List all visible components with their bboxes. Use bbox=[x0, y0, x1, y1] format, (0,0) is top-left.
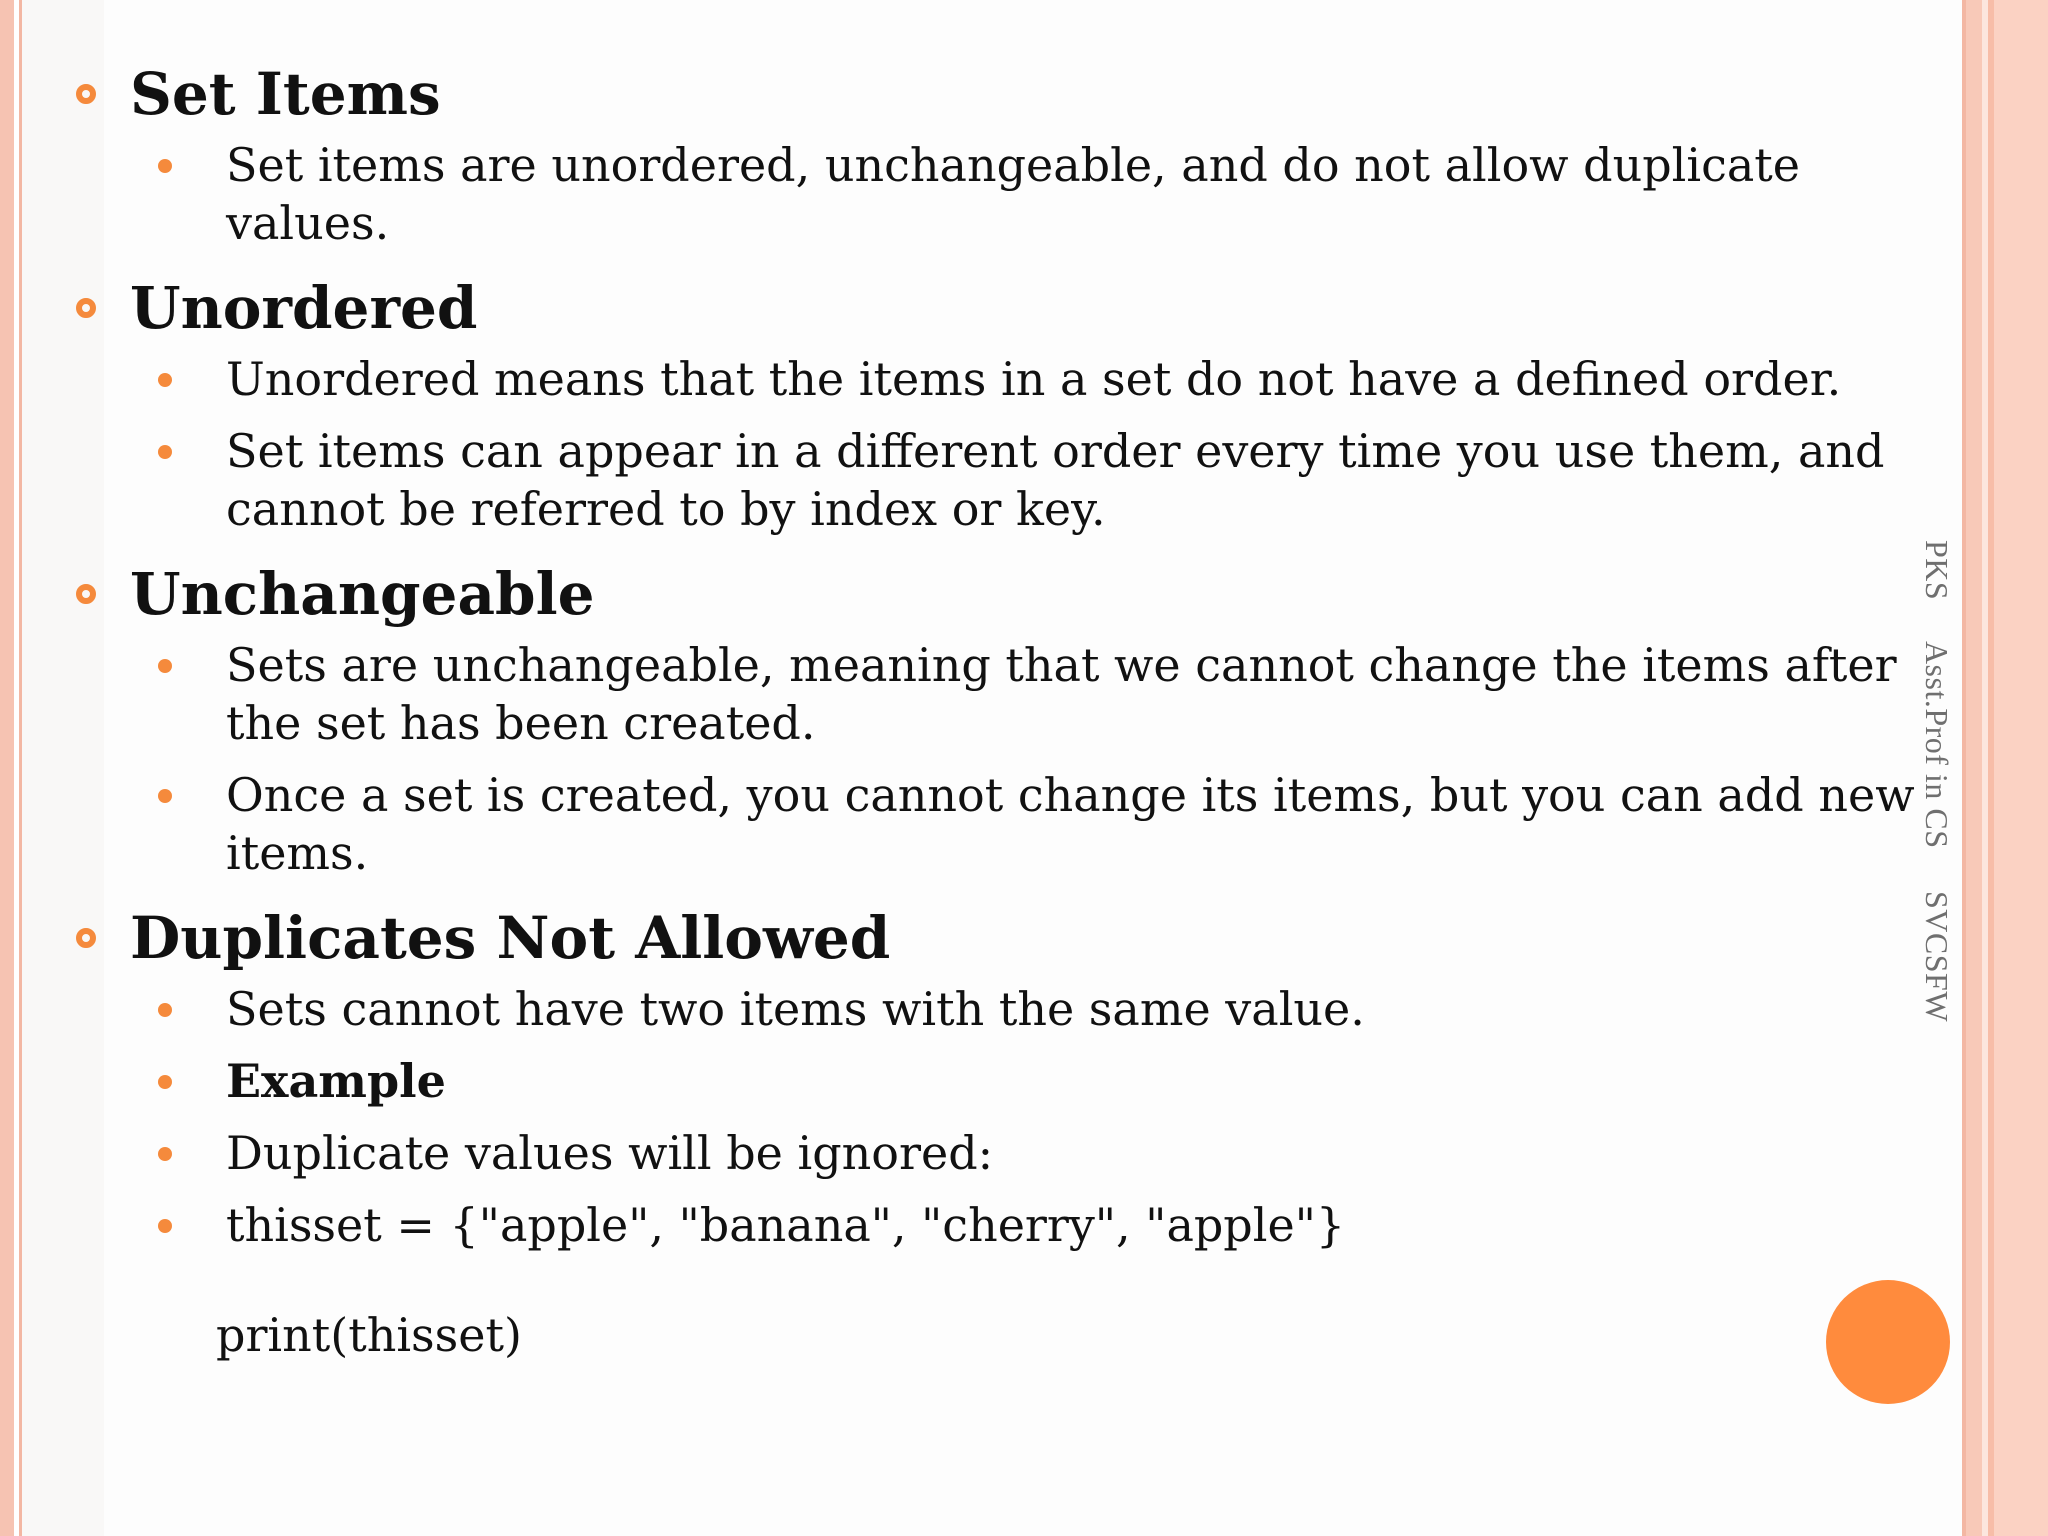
bullet-text: Duplicate values will be ignored: bbox=[226, 1126, 994, 1180]
dot-bullet-icon bbox=[158, 373, 172, 387]
bullet-text: Set items can appear in a different order every time you use them, and cannot be referred to by index or key. bbox=[226, 424, 1885, 536]
code-line-print: print(thisset) bbox=[216, 1308, 522, 1362]
dot-bullet-icon bbox=[158, 445, 172, 459]
bullet-item bbox=[158, 980, 1950, 1038]
dot-bullet-icon bbox=[158, 1075, 172, 1089]
bullet-item bbox=[158, 766, 1950, 882]
bullet-text-example: Example bbox=[226, 1054, 446, 1108]
bullet-text: Once a set is created, you cannot change its items, but you can add new items. bbox=[226, 768, 1915, 880]
heading-row bbox=[70, 896, 1950, 980]
heading-row bbox=[70, 266, 1950, 350]
bullet-item bbox=[158, 422, 1950, 538]
bullet-text: Unordered means that the items in a set do not have a defined order. bbox=[226, 352, 1842, 406]
dot-bullet-icon bbox=[158, 659, 172, 673]
right-decorative-strip bbox=[1966, 0, 1982, 1536]
ring-bullet-icon bbox=[76, 84, 96, 104]
dot-bullet-icon bbox=[158, 1003, 172, 1017]
section-heading: Unordered bbox=[130, 274, 478, 342]
ring-bullet-icon bbox=[76, 928, 96, 948]
section-heading: Unchangeable bbox=[130, 560, 595, 628]
code-bullet-text: thisset = {"apple", "banana", "cherry", "apple"} bbox=[226, 1198, 1346, 1252]
section-duplicates-not-allowed bbox=[70, 896, 1950, 1364]
section-unchangeable bbox=[70, 552, 1950, 882]
dot-bullet-icon bbox=[158, 1219, 172, 1233]
bullet-item bbox=[158, 350, 1950, 408]
side-label: PKS Asst.Prof in CS SVCSFW bbox=[1919, 540, 1955, 1023]
ring-bullet-icon bbox=[76, 298, 96, 318]
bullet-item bbox=[158, 136, 1950, 252]
right-decorative-band bbox=[1994, 0, 2048, 1536]
bullet-item bbox=[158, 1052, 1950, 1110]
section-heading: Set Items bbox=[130, 60, 441, 128]
dot-bullet-icon bbox=[158, 789, 172, 803]
ring-bullet-icon bbox=[76, 584, 96, 604]
section-unordered bbox=[70, 266, 1950, 538]
heading-row bbox=[70, 52, 1950, 136]
bullet-text: Set items are unordered, unchangeable, and do not allow duplicate values. bbox=[226, 138, 1800, 250]
slide-content bbox=[70, 52, 1950, 1364]
heading-row bbox=[70, 552, 1950, 636]
bullet-item bbox=[158, 1124, 1950, 1182]
bullet-item bbox=[158, 1196, 1950, 1254]
dot-bullet-icon bbox=[158, 159, 172, 173]
left-decorative-strip bbox=[0, 0, 14, 1536]
bullet-text: Sets are unchangeable, meaning that we cannot change the items after the set has been created. bbox=[226, 638, 1897, 750]
section-heading: Duplicates Not Allowed bbox=[130, 904, 891, 972]
dot-bullet-icon bbox=[158, 1147, 172, 1161]
bullet-item bbox=[158, 636, 1950, 752]
section-set-items bbox=[70, 52, 1950, 252]
bullet-text: Sets cannot have two items with the same value. bbox=[226, 982, 1365, 1036]
